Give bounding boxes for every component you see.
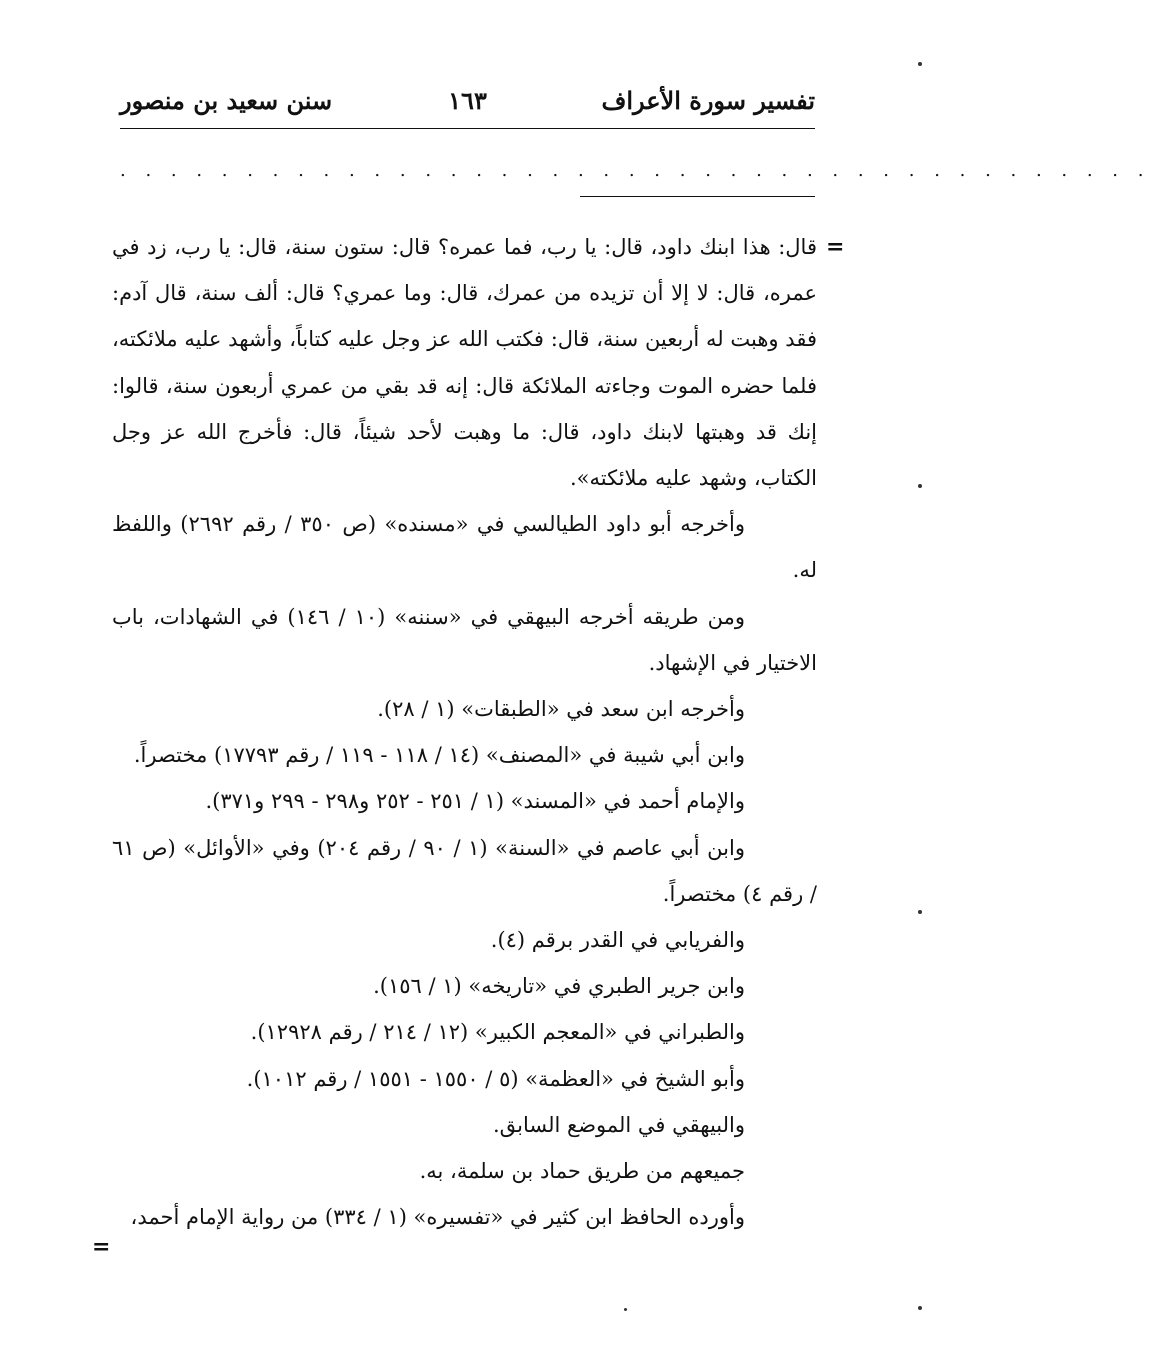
- footnote-paragraph: والفريابي في القدر برقم (٤).: [490, 928, 745, 953]
- footnote-paragraph: وأخرجه أبو داود الطيالسي في «مسنده» (ص ٣٥٠ / رقم ٢٦٩٢) واللفظ له.: [112, 512, 817, 583]
- continuation-mark-bottom: =: [92, 1234, 111, 1260]
- scan-speck: [918, 1306, 922, 1310]
- footnote-paragraph: وأورده الحافظ ابن كثير في «تفسيره» (١ / ٣٣٤) من رواية الإمام أحمد،: [130, 1205, 745, 1230]
- dotted-separator: . . . . . . . . . . . . . . . . . . . . . . . . . . . . . . . . . . . . . . . . .: [120, 160, 1150, 181]
- scan-speck: [918, 910, 922, 914]
- scan-speck: [624, 1308, 627, 1311]
- footnote-paragraph: وابن أبي عاصم في «السنة» (١ / ٩٠ / رقم ٢٠٤) وفي «الأوائل» (ص ٦١ / رقم ٤) مختصراً.: [112, 835, 817, 906]
- footnote-paragraph: وأبو الشيخ في «العظمة» (٥ / ١٥٥٠ - ١٥٥١ / رقم ١٠١٢).: [246, 1066, 745, 1091]
- running-header: [120, 86, 815, 126]
- footnote-paragraph: وابن أبي شيبة في «المصنف» (١٤ / ١١٨ - ١١٩ / رقم ١٧٧٩٣) مختصراً.: [133, 743, 745, 768]
- book-title: سنن سعيد بن منصور: [120, 86, 333, 115]
- footnote-paragraph: ومن طريقه أخرجه البيهقي في «سننه» (١٠ / ١٤٦) في الشهادات، باب الاختيار في الإشهاد.: [112, 604, 817, 675]
- footnote-text: [112, 224, 817, 1240]
- continuation-mark-top: =: [826, 234, 845, 260]
- scan-speck: [918, 62, 922, 66]
- footnote-paragraph: والطبراني في «المعجم الكبير» (١٢ / ٢١٤ / رقم ١٢٩٢٨).: [250, 1020, 745, 1045]
- scan-speck: [918, 484, 922, 488]
- header-rule: [120, 128, 815, 129]
- page-number: ١٦٣: [448, 86, 487, 115]
- footnote-paragraph: والبيهقي في الموضع السابق.: [492, 1112, 745, 1137]
- footnote-paragraph: وأخرجه ابن سعد في «الطبقات» (١ / ٢٨).: [377, 697, 745, 722]
- footnote-paragraph: والإمام أحمد في «المسند» (١ / ٢٥١ - ٢٥٢ و٢٩٨ - ٢٩٩ و٣٧١).: [205, 789, 745, 814]
- chapter-title: تفسير سورة الأعراف: [601, 86, 815, 115]
- footnote-paragraph: جميعهم من طريق حماد بن سلمة، به.: [419, 1159, 745, 1184]
- footnote-paragraph: وابن جرير الطبري في «تاريخه» (١ / ١٥٦).: [373, 974, 745, 999]
- footnote-rule: [580, 196, 815, 197]
- footnote-paragraph: قال: هذا ابنك داود، قال: يا رب، فما عمره؟ قال: ستون سنة، قال: يا رب، زد في عمره، قال: لا إلا أن تزيده من عمرك، قال: وما عمري؟ قال: ألف سنة، قال آدم: فقد وهبت له أربعين سنة، قال: فكتب الله عز وجل عليه كتاباً، وأشهد عليه ملائكته، فلما حضره الموت وجاءته الملائكة قال: إنه قد بقي من عمري أربعون سنة، قالوا: إنك قد وهبتها لابنك داود، قال: ما وهبت لأحد شيئاً، قال: فأخرج الله عز وجل الكتاب، وشهد عليه ملائكته».: [112, 235, 817, 491]
